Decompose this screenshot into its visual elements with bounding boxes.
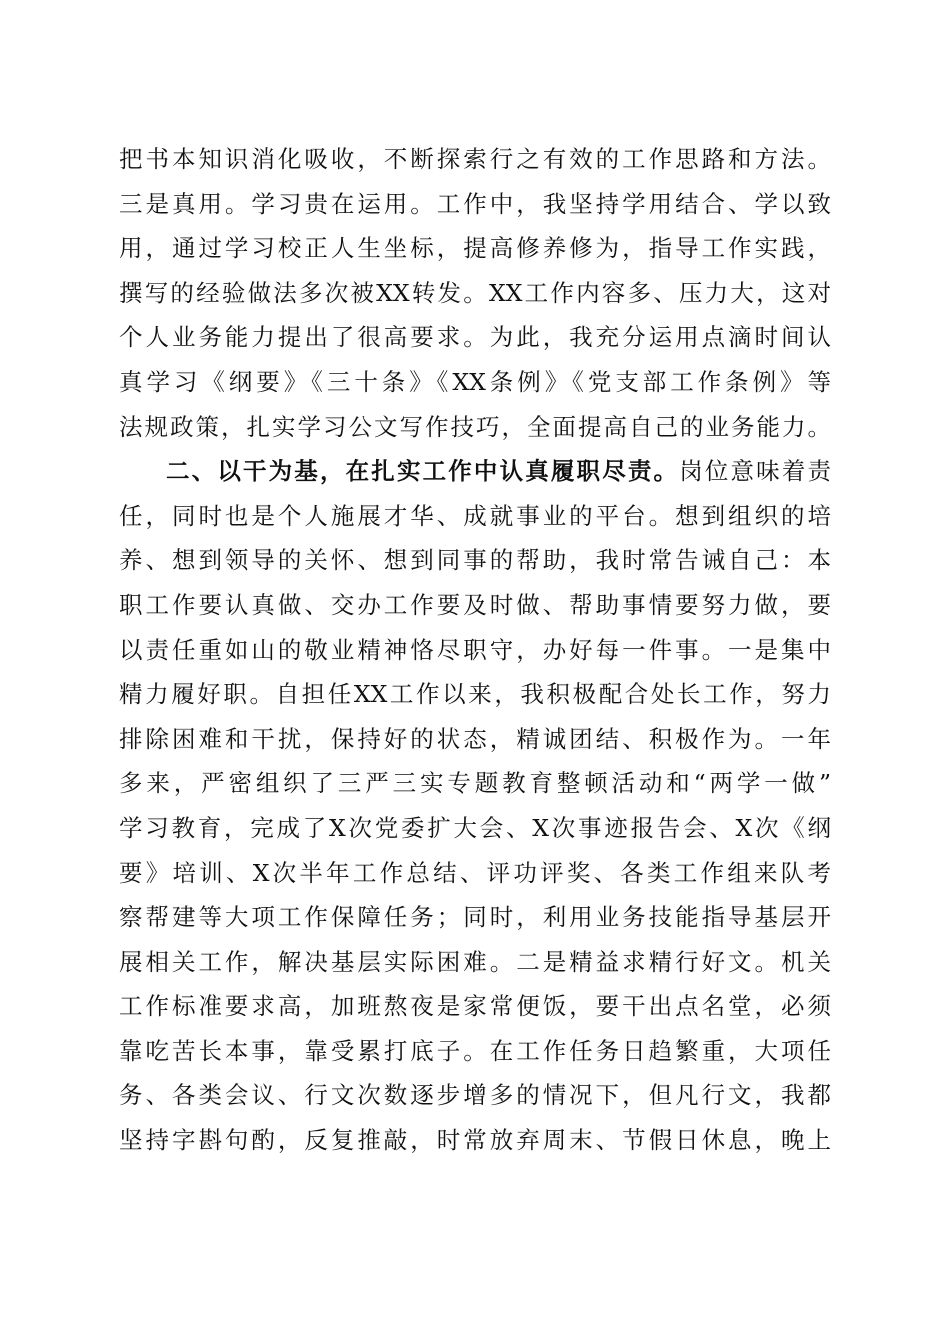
section-heading: 二、以干为基，在扎实工作中认真履职尽责。: [166, 457, 680, 486]
text-line: 个人业务能力提出了很高要求。为此，我充分运用点滴时间认: [119, 323, 831, 352]
text-line: 真学习《纲要》《三十条》《XX条例》《党支部工作条例》等: [119, 367, 831, 396]
text-line: 撰写的经验做法多次被XX转发。XX工作内容多、压力大，这对: [119, 278, 831, 307]
section-heading-line: [119, 449, 831, 494]
text-line: 法规政策，扎实学习公文写作技巧，全面提高自己的业务能力。: [119, 412, 831, 441]
text-line: 排除困难和干扰，保持好的状态，精诚团结、积极作为。一年: [119, 724, 831, 753]
text-line: 展相关工作，解决基层实际困难。二是精益求精行好文。机关: [119, 947, 831, 976]
document-body: [119, 137, 831, 1163]
text-line: 三是真用。学习贵在运用。工作中，我坚持学用结合、学以致: [119, 189, 831, 218]
text-line: 坚持字斟句酌，反复推敲，时常放弃周末、节假日休息，晚上: [119, 1126, 831, 1155]
text-line: 要》培训、X次半年工作总结、评功评奖、各类工作组来队考: [119, 858, 831, 887]
text-line: 养、想到领导的关怀、想到同事的帮助，我时常告诫自己：本: [119, 546, 831, 575]
text-line: 靠吃苦长本事，靠受累打底子。在工作任务日趋繁重，大项任: [119, 1036, 831, 1065]
text-line: 务、各类会议、行文次数逐步增多的情况下，但凡行文，我都: [119, 1081, 831, 1110]
text-line: 职工作要认真做、交办工作要及时做、帮助事情要努力做，要: [119, 590, 831, 619]
text-line: 以责任重如山的敬业精神恪尽职守，办好每一件事。一是集中: [119, 635, 831, 664]
text-line: 任，同时也是个人施展才华、成就事业的平台。想到组织的培: [119, 501, 831, 530]
text-line: 把书本知识消化吸收，不断探索行之有效的工作思路和方法。: [119, 145, 831, 173]
text-line: 学习教育，完成了X次党委扩大会、X次事迹报告会、X次《纲: [119, 813, 831, 842]
text-line: 用，通过学习校正人生坐标，提高修养修为，指导工作实践，: [119, 234, 831, 263]
text-line: 工作标准要求高，加班熬夜是家常便饭，要干出点名堂，必须: [119, 992, 831, 1021]
section-heading-continuation: 岗位意味着责: [679, 457, 831, 486]
text-line: 多来，严密组织了三严三实专题教育整顿活动和“两学一做”: [119, 769, 831, 798]
text-line: 察帮建等大项工作保障任务；同时，利用业务技能指导基层开: [119, 903, 831, 932]
text-line: 精力履好职。自担任XX工作以来，我积极配合处长工作，努力: [119, 680, 831, 709]
